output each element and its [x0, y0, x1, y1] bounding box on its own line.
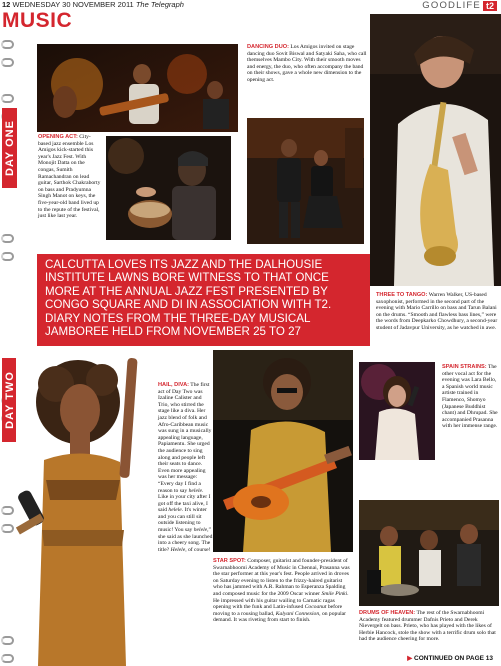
- day-two-tab: DAY TWO: [2, 358, 17, 442]
- photo-swarnabhoomi-band: [359, 500, 499, 606]
- caption-drums-of-heaven: DRUMS OF HEAVEN: The rest of the Swarnabhoomi Academy featured drummer Dafnis Prieto and Derek Nievergelt on bass. Prieto, who has played with the likes of Herbie Hancock, stole the show with a terrific drum solo that had the audience cheering for more.: [359, 610, 496, 643]
- dateline: [2, 0, 184, 9]
- date: WEDNESDAY 30 NOVEMBER 2011: [12, 0, 134, 9]
- section-title: MUSIC: [2, 9, 73, 32]
- photo-dancing-duo: [247, 118, 364, 244]
- caption-three-to-tango: THREE TO TANGO: Warren Walker, US-based saxophonist, performed in the second part of the evening with Mario Carrillo on bass and Tarun Balani on the drums. “Smooth and flawless bass lines,” were the words from Deepkarko Chowdhury, a second-year student of Jadavpur University, as he watched in awe.: [376, 292, 498, 331]
- caption-spain-strains: SPAIN STRAINS: The other vocal act for the evening was Lara Bello, a Spanish world music artiste trained in Flamenco, Shomyo (Japanese Buddhist chant) and Dhrupad. She accompanied Prasanna with her immense range.: [442, 364, 498, 430]
- section-brand: [422, 0, 497, 11]
- publication-name: The Telegraph: [135, 0, 184, 9]
- page-number: 12: [2, 0, 11, 9]
- arrow-right-icon: ▶: [407, 655, 413, 662]
- caption-star-spot: STAR SPOT: Composer, guitarist and founder-president of Swarnabhoomi Academy of Music in Chennai, Prasanna was the star performer at this year's fest. People arrived in droves on Saturday evening to listen to the frizzy-haired guitarist who has jammed with A.R. Rahman to Esperanza Spalding and composed music for the 2009 Oscar winner Smile Pinki. He impressed with his guitar wailing to Carnatic ragas opening with the funk and Latin-infused Cocoanut before moving to a rousing ballad, Kalyani Connexion, on popular demand. It was riveting from start to finish.: [213, 558, 350, 624]
- photo-saxophonist: [370, 14, 501, 286]
- intro-banner: CALCUTTA LOVES ITS JAZZ AND THE DALHOUSIE INSTITUTE LAWNS BORE WITNESS TO THAT ONCE MORE AT THE ANNUAL JAZZ FEST PRESENTED BY CONGO SQUARE AND DI IN ASSOCIATION WITH T2. DIARY NOTES FROM THE THREE-DAY MUSICAL JAMBOREE HELD FROM NOVEMBER 25 TO 27: [37, 254, 370, 346]
- photo-prasanna-guitarist: [213, 350, 353, 552]
- photo-los-amigos-band: [37, 44, 238, 132]
- photo-izaline-calister: [16, 350, 153, 666]
- caption-dancing-duo: DANCING DUO: Los Amigos invited on stage dancing duo Sovit Biswal and Satyaki Saha, who call themselves Mambo City. With their smooth moves and energy, the duo, who often accompany the band on their shows, gave a whole new dimension to the opening act.: [247, 44, 367, 83]
- caption-hail-diva: HAIL, DIVA: The first act of Day Two was Izaline Calister and Trio, who stirred the stage like a diva. Her jazz blend of folk and Afro-Caribbean music was sung in a musically appealing language, Papiamentu. She urged the audience to sing along and people left their seats to dance. Even more appealing was her message: “Every day I find a reason to say helele. Like in your city after I got off the taxi alive, I said helele. It's winter and you can still sit outside listening to music! You say helele,” she said as she launched into a cheery song. The title? Helele, of course!: [158, 382, 213, 553]
- page-header: [0, 0, 501, 9]
- t2-logo: t2: [483, 1, 497, 11]
- photo-percussionist: [106, 136, 231, 240]
- day-one-tab: DAY ONE: [2, 108, 17, 188]
- caption-opening-act: OPENING ACT: City-based jazz ensemble Los Amigos kick-started this year's Jazz Fest. With Monojit Datta on the congas, Sumith Ramachandran on lead guitar, Sarthok Chakraborty on bass and Pradyumna Singh Manot on keys, the five-year-old band lived up to the repute of the festival, just like last year.: [38, 134, 101, 220]
- goodlife-label: GOODLIFE: [422, 0, 481, 11]
- photo-lara-bello: [359, 362, 435, 460]
- continued-link[interactable]: ▶ CONTINUED ON PAGE 13: [407, 655, 493, 662]
